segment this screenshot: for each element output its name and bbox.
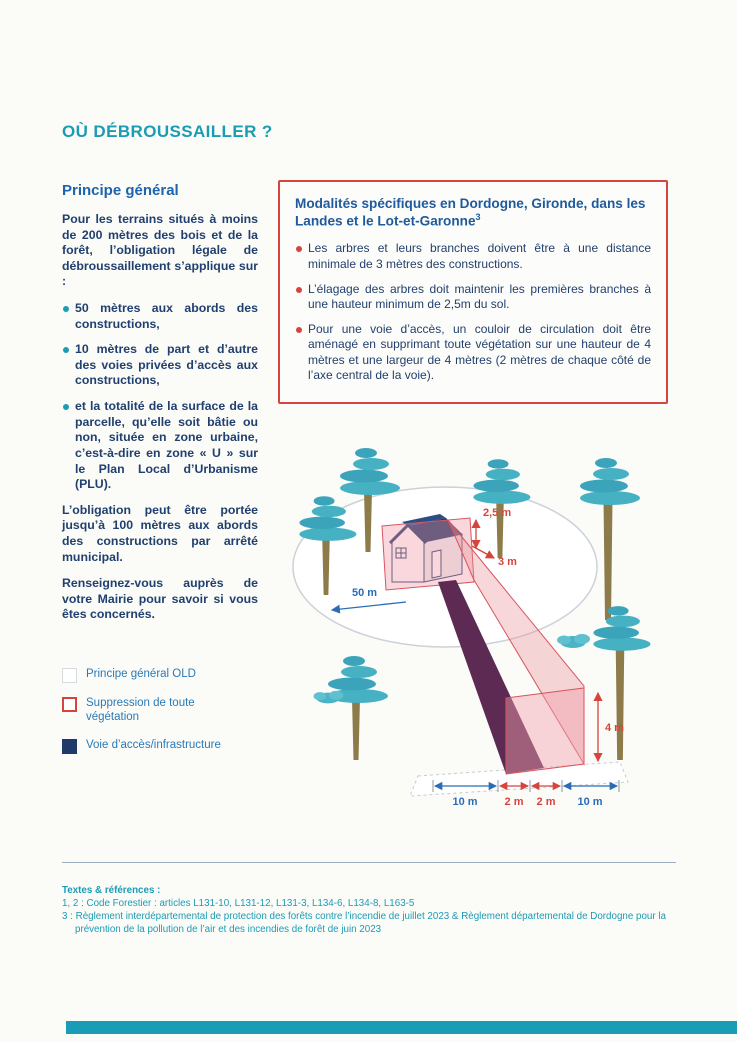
clearing-diagram — [268, 430, 708, 830]
modalites-box — [278, 180, 668, 404]
principle-intro: Pour les terrains situés à moins de 200 mètres des bois et de la forêt, l’obligation légale de débroussaillement s’applique sur : — [62, 212, 258, 289]
modalites-bullet-list — [295, 241, 651, 384]
dimension-2m-right-label: 2 m — [536, 796, 556, 808]
footer-references — [62, 884, 682, 937]
dimension-4m-label: 4 m — [605, 722, 624, 734]
footer-heading: Textes & références : — [62, 885, 161, 896]
suppression-zone-house — [382, 518, 474, 590]
tree-icon — [580, 458, 640, 620]
legend-item-voie — [62, 739, 242, 754]
legend-swatch-suppression-icon — [62, 697, 77, 712]
principle-para-2: L’obligation peut être portée jusqu’à 100 mètres aux abords des constructions par arrêté municipal. — [62, 502, 258, 564]
modalites-bullet-3: Pour une voie d’accès, un couloir de circulation doit être aménagé en supprimant toute végétation sur une hauteur de 4 mètres et une largeur de 4 mètres (2 mètres de chaque côté de l’axe central de la voie). — [295, 322, 651, 384]
modalites-bullet-2: L’élagage des arbres doit maintenir les premières branches à une hauteur minimum de 2,5m du sol. — [295, 282, 651, 313]
principle-para-3: Renseignez-vous auprès de votre Mairie pour savoir si vous êtes concernés. — [62, 576, 258, 622]
principle-bullet-list — [62, 301, 258, 493]
legend-swatch-old-icon — [62, 668, 77, 683]
dimension-10m-left-label: 10 m — [452, 796, 478, 808]
page-title: OÙ DÉBROUSSAILLER ? — [62, 122, 273, 141]
dimension-3m-label: 3 m — [498, 556, 517, 568]
legend-swatch-voie-icon — [62, 739, 77, 754]
footer-separator — [62, 862, 676, 863]
bush-icon — [314, 691, 344, 704]
corridor-end-face — [506, 688, 584, 774]
dimension-50m-label: 50 m — [352, 587, 378, 599]
principle-bullet-1: 50 mètres aux abords des constructions, — [62, 301, 258, 332]
legend-label-voie: Voie d’accès/infrastructure — [86, 738, 221, 751]
dimension-2-5m-label: 2,5 m — [483, 507, 512, 519]
tree-icon — [328, 656, 388, 760]
tree-icon — [593, 606, 650, 760]
legend-item-old — [62, 668, 242, 683]
modalites-heading-footnote: 3 — [475, 212, 481, 223]
principle-section — [62, 182, 258, 634]
modalites-bullet-1: Les arbres et leurs branches doivent être à une distance minimale de 3 mètres des constructions. — [295, 241, 651, 272]
legend-item-suppression — [62, 697, 242, 725]
modalites-heading — [295, 195, 651, 230]
principle-bullet-3: et la totalité de la surface de la parcelle, qu’elle soit bâtie ou non, située en zone urbaine, c’est-à-dire en zone « U » sur le Plan Local d’Urbanisme (PLU). — [62, 399, 258, 493]
modalites-heading-text: Modalités spécifiques en Dordogne, Gironde, dans les Landes et le Lot-et-Garonne — [295, 196, 646, 229]
principle-bullet-2: 10 mètres de part et d’autre des voies privées d’accès aux constructions, — [62, 342, 258, 389]
footer-ref-2: 3 : Règlement interdépartemental de protection des forêts contre l’incendie de juillet 2023 & Règlement départemental de Dordogne pour la prévention de la pollution de l’air et des incendies de forêt de juin 2023 — [62, 911, 666, 936]
bottom-accent-bar — [66, 1021, 737, 1034]
legend-label-suppression: Suppression de toute végétation — [86, 697, 195, 723]
dimension-2m-left-label: 2 m — [504, 796, 524, 808]
bush-icon — [557, 634, 590, 648]
principle-heading: Principe général — [62, 182, 179, 199]
dimension-10m-right-label: 10 m — [577, 796, 603, 808]
legend — [62, 668, 242, 768]
legend-label-old: Principe général OLD — [86, 668, 196, 680]
footer-ref-1: 1, 2 : Code Forestier : articles L131-10, L131-12, L131-3, L134-6, L134-8, L163-5 — [62, 898, 415, 910]
